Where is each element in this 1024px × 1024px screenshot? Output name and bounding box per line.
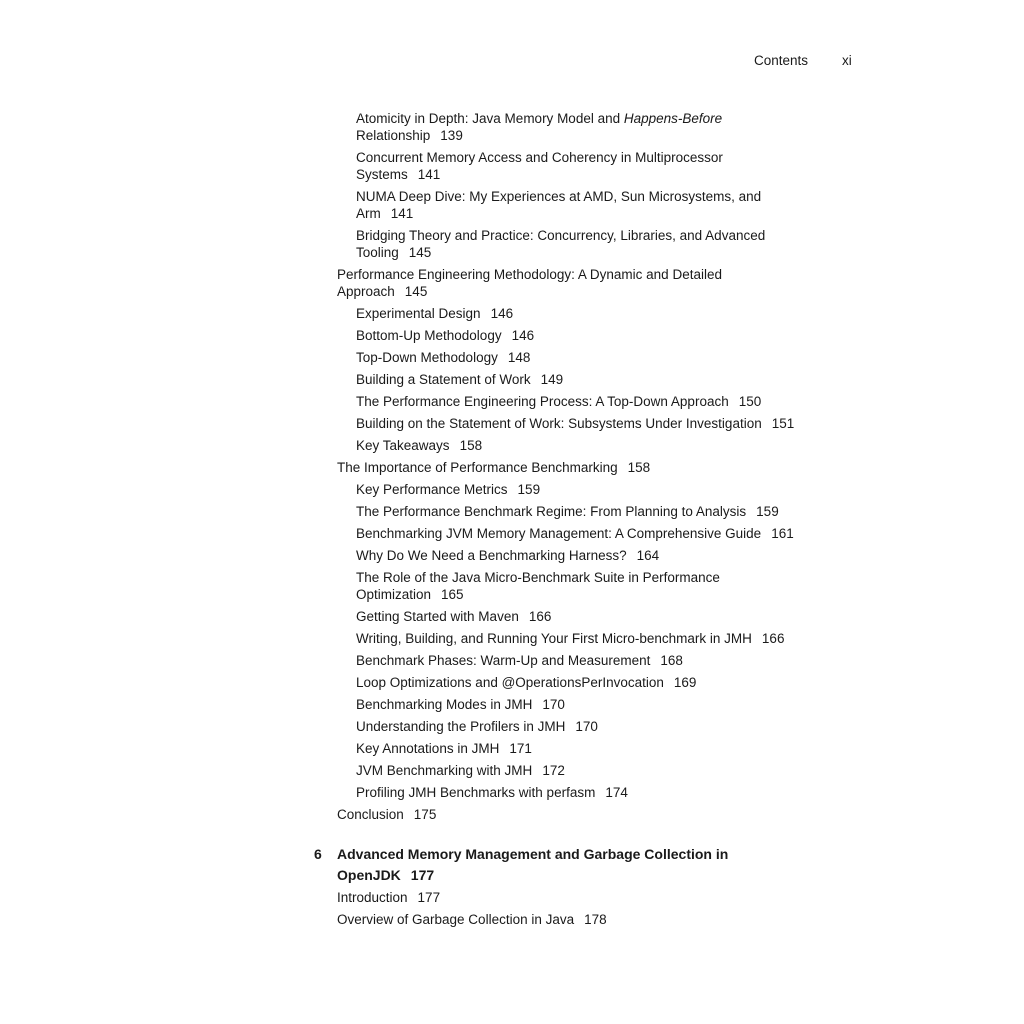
toc-page-number: 139 (440, 128, 463, 143)
toc-entry: Understanding the Profilers in JMH 170 (356, 719, 598, 734)
toc-page-number: 165 (441, 587, 464, 602)
toc-entry: The Role of the Java Micro-Benchmark Suite in Performance Optimization 165 (356, 570, 720, 602)
toc-entry: Performance Engineering Methodology: A Dynamic and Detailed Approach 145 (337, 267, 722, 299)
toc-page-number: 148 (507, 350, 531, 365)
header-section-title: Contents (754, 53, 809, 68)
toc-entry-italic: Happens-Before (623, 111, 723, 126)
toc-page-number: 158 (627, 460, 651, 475)
toc-entry: Atomicity in Depth: Java Memory Model and Happens-Before Relationship 139 (356, 111, 723, 143)
toc-page-number: 171 (509, 741, 532, 756)
toc-page-number: 169 (673, 675, 697, 690)
toc-entry: The Importance of Performance Benchmarking 158 (337, 460, 651, 475)
toc-entry: The Performance Engineering Process: A Top-Down Approach 150 (356, 394, 762, 409)
toc-entry: The Performance Benchmark Regime: From Planning to Analysis 159 (356, 504, 779, 519)
toc-page-number: 141 (417, 167, 441, 182)
toc-page-number: 145 (404, 284, 428, 299)
toc-page-number: 166 (528, 609, 552, 624)
toc-page-number: 174 (605, 785, 628, 800)
toc-entry: Writing, Building, and Running Your First Micro-benchmark in JMH 166 (356, 631, 785, 646)
toc-page-number: 175 (413, 807, 437, 822)
toc-entry: Key Annotations in JMH 171 (356, 741, 532, 756)
toc-entry: Conclusion 175 (337, 807, 437, 822)
toc-page-number: 166 (761, 631, 785, 646)
toc-entry: Getting Started with Maven 166 (356, 609, 552, 624)
toc-page-number: 150 (738, 394, 762, 409)
toc-page-number: 141 (390, 206, 414, 221)
toc-page-number: 161 (771, 526, 794, 541)
running-header (754, 53, 852, 68)
toc-page-number: 170 (542, 697, 565, 712)
chapter-number: 6 (314, 846, 322, 862)
toc-entry: Concurrent Memory Access and Coherency in Multiprocessor Systems 141 (356, 150, 723, 182)
chapter-title: Advanced Memory Management and Garbage Collection in OpenJDK (337, 846, 729, 883)
toc-page-number: 146 (511, 328, 535, 343)
toc-entry: Benchmark Phases: Warm-Up and Measurement 168 (356, 653, 683, 668)
toc-entry: Overview of Garbage Collection in Java 178 (337, 912, 607, 927)
toc-page-number: 159 (756, 504, 779, 519)
header-page-number: xi (842, 53, 852, 68)
toc-entry: Introduction 177 (337, 890, 441, 905)
toc-page-number: 149 (540, 372, 564, 387)
toc-page-number: 158 (459, 438, 483, 453)
toc-page-number: 145 (408, 245, 432, 260)
toc-entry: Key Performance Metrics 159 (356, 482, 541, 497)
toc-page-number: 177 (417, 890, 441, 905)
toc-page-number: 178 (584, 912, 607, 927)
toc-chapter-heading (314, 844, 747, 886)
table-of-contents (314, 110, 874, 933)
toc-entry: Benchmarking JVM Memory Management: A Comprehensive Guide 161 (356, 526, 794, 541)
toc-entry: Building a Statement of Work 149 (356, 372, 564, 387)
toc-page-number: 164 (636, 548, 660, 563)
toc-entry: Building on the Statement of Work: Subsystems Under Investigation 151 (356, 416, 795, 431)
toc-entry: Benchmarking Modes in JMH 170 (356, 697, 565, 712)
toc-entry: Experimental Design 146 (356, 306, 514, 321)
toc-entry: NUMA Deep Dive: My Experiences at AMD, Sun Microsystems, and Arm 141 (356, 189, 762, 221)
toc-page-number: 168 (660, 653, 683, 668)
toc-entry: JVM Benchmarking with JMH 172 (356, 763, 565, 778)
toc-entry: Top-Down Methodology 148 (356, 350, 531, 365)
toc-page-number: 151 (771, 416, 795, 431)
toc-page-number: 159 (517, 482, 541, 497)
toc-page-number: 170 (575, 719, 598, 734)
toc-entry: Loop Optimizations and @OperationsPerInvocation 169 (356, 675, 697, 690)
toc-entry: Bridging Theory and Practice: Concurrency, Libraries, and Advanced Tooling 145 (356, 228, 766, 260)
toc-entry: Why Do We Need a Benchmarking Harness? 164 (356, 548, 660, 563)
toc-page-number: 146 (490, 306, 514, 321)
toc-page-number: 177 (410, 867, 435, 883)
toc-entry: Profiling JMH Benchmarks with perfasm 174 (356, 785, 628, 800)
toc-entry: Bottom-Up Methodology 146 (356, 328, 535, 343)
toc-entry: Key Takeaways 158 (356, 438, 483, 453)
toc-page-number: 172 (542, 763, 565, 778)
